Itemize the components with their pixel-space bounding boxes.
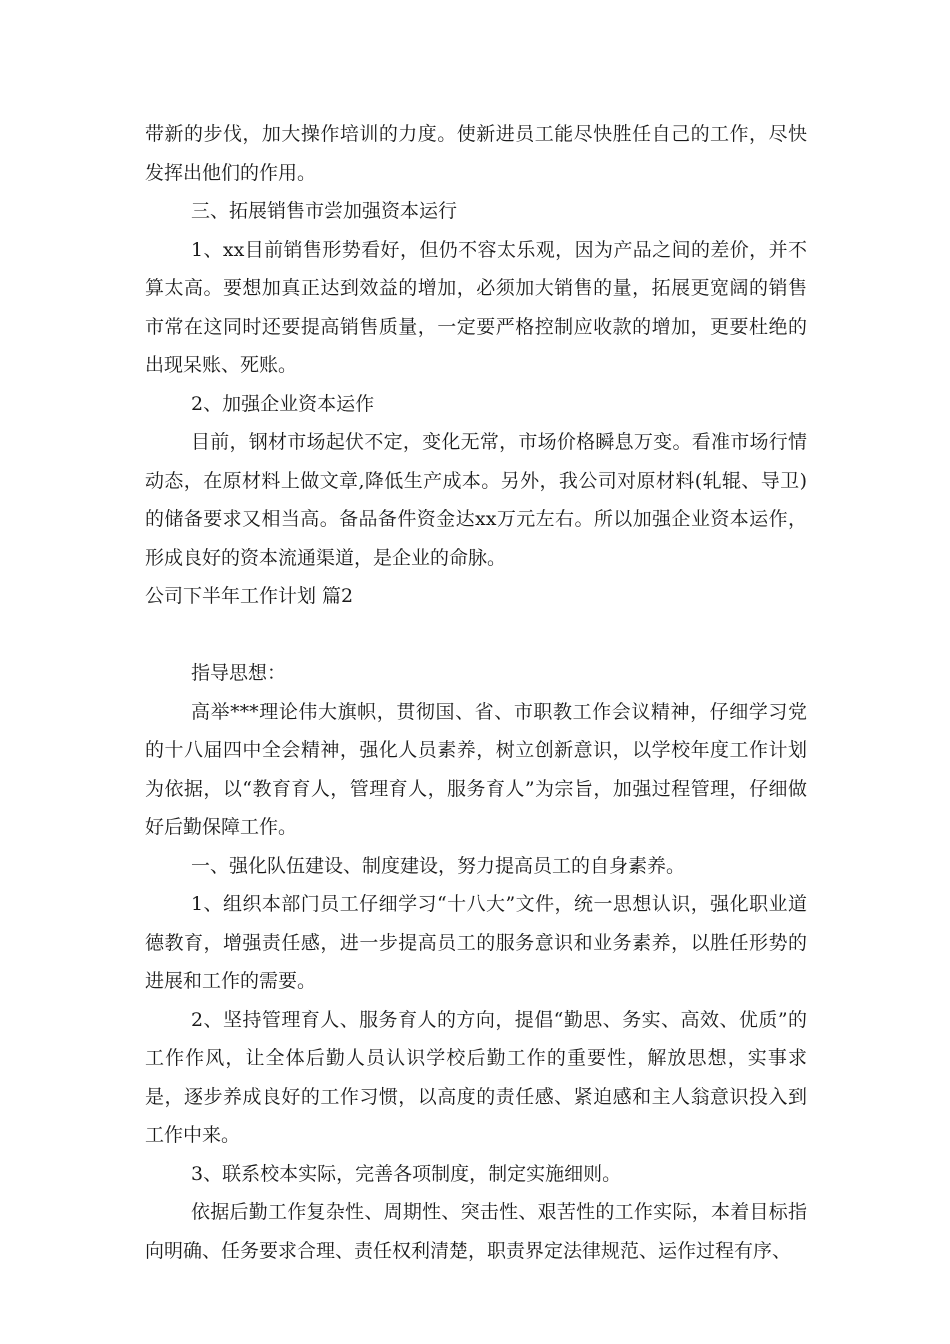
paragraph-sales-situation: 1、xx目前销售形势看好，但仍不容太乐观，因为产品之间的差价，并不算太高。要想加真正达到效益的增加，必须加大销售的量，拓展更宽阔的销售市常在这同时还要提高销售质量，一定要严格控制应收款的增加，更要杜绝的出现呆账、死账。 (145, 238, 807, 376)
paragraph-management-direction: 2、坚持管理育人、服务育人的方向，提倡“勤思、务实、高效、优质”的工作作风，让全体后勤人员认识学校后勤工作的重要性，解放思想，实事求是，逐步养成良好的工作习惯，以高度的责任感、紧迫感和主人翁意识投入到工作中来。 (145, 1008, 807, 1146)
blank-line (145, 616, 807, 655)
paragraph-guiding-ideology: 高举***理论伟大旗帜，贯彻国、省、市职教工作会议精神，仔细学习党的十八届四中全会精神，强化人员素养，树立创新意识，以学校年度工作计划为依据，以“教育育人，管理育人，服务育人”为宗旨，加强过程管理，仔细做好后勤保障工作。 (145, 700, 807, 838)
paragraph-steel-market: 目前，钢材市场起伏不定，变化无常，市场价格瞬息万变。看准市场行情动态，在原材料上做文章,降低生产成本。另外，我公司对原材料(轧辊、导卫)的储备要求又相当高。备品备件资金达xx万元左右。所以加强企业资本运作，形成良好的资本流通渠道，是企业的命脉。 (145, 431, 807, 569)
paragraph-continuation: 带新的步伐，加大操作培训的力度。使新进员工能尽快胜任自己的工作，尽快发挥出他们的作用。 (145, 123, 807, 184)
heading-capital-operation: 2、加强企业资本运作 (191, 392, 375, 415)
paragraph-logistics-work: 依据后勤工作复杂性、周期性、突击性、艰苦性的工作实际，本着目标指向明确、任务要求合理、责任权利清楚，职责界定法律规范、运作过程有序、 (145, 1201, 807, 1262)
heading-guiding-ideology: 指导思想： (191, 662, 287, 684)
document-page (145, 115, 807, 1270)
heading-team-building: 一、强化队伍建设、制度建设，努力提高员工的自身素养。 (191, 854, 686, 877)
heading-improve-systems: 3、联系校本实际，完善各项制度，制定实施细则。 (191, 1162, 622, 1185)
paragraph-study-documents: 1、组织本部门员工仔细学习“十八大”文件，统一思想认识，强化职业道德教育，增强责任感，进一步提高员工的服务意识和业务素养，以胜任形势的进展和工作的需要。 (145, 893, 807, 992)
section-title: 公司下半年工作计划 篇2 (145, 585, 354, 607)
heading-expand-sales: 三、拓展销售市尝加强资本运行 (191, 200, 458, 222)
